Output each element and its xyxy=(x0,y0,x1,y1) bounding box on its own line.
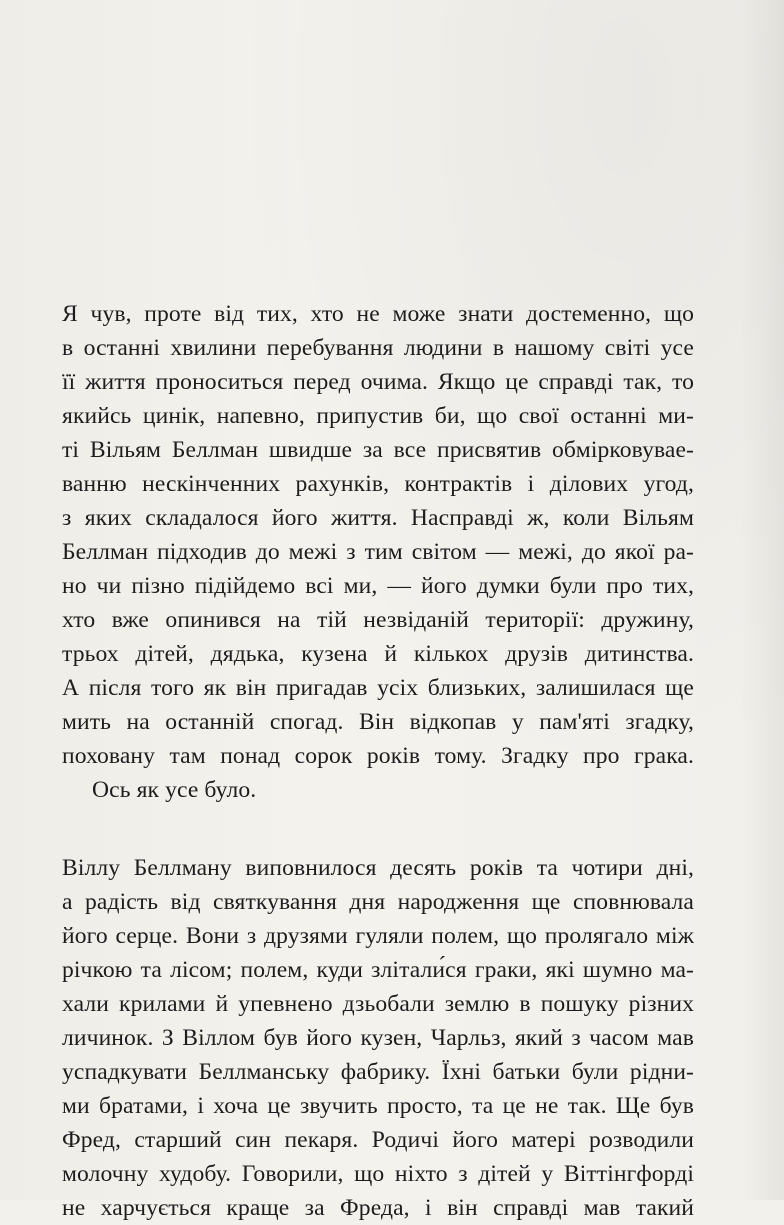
paragraph-line: Фред, старший син пекаря. Родичі його матері розводили xyxy=(62,1127,694,1153)
paragraph-line: Я чув, проте від тих, хто не може знати достеменно, що xyxy=(62,301,694,327)
paragraph-line: хто вже опинився на тій незвіданій території: дружину, xyxy=(62,607,694,633)
paragraph-line: його серце. Вони з друзями гуляли полем, що пролягало між xyxy=(62,923,694,949)
paragraph-line: мить на останній спогад. Він відкопав у пам'яті згадку, xyxy=(62,709,694,735)
paragraph-line: поховану там понад сорок років тому. Згадку про грака. xyxy=(62,743,694,769)
paragraph-line: ми братами, і хоча це звучить просто, та це не так. Ще був xyxy=(62,1093,694,1119)
page-edge-shadow xyxy=(740,0,784,1200)
paragraph-line: не харчується краще за Фреда, і він справді мав такий xyxy=(62,1195,694,1221)
paragraph-line: молочну худобу. Говорили, що ніхто з дітей у Віттінгфорді xyxy=(62,1161,694,1187)
paragraph-line: успадкувати Беллманську фабрику. Їхні батьки були рідни- xyxy=(62,1059,694,1085)
paragraph-line: Беллман підходив до межі з тим світом — межі, до якої ра- xyxy=(62,539,694,565)
paragraph-line: хали крилами й упевнено дзьобали землю в пошуку різних xyxy=(62,991,694,1017)
paragraph-line: Віллу Беллману виповнилося десять років та чотири дні, xyxy=(62,855,694,881)
paragraph-line: річкою та лісом; полем, куди злітали́ся граки, які шумно ма- xyxy=(62,957,694,983)
paragraph-line: її життя проноситься перед очима. Якщо це справді так, то xyxy=(62,369,694,395)
paragraph-line: якийсь цинік, напевно, припустив би, що свої останні ми- xyxy=(62,403,694,429)
paragraph-line: ванню нескінченних рахунків, контрактів і ділових угод, xyxy=(62,471,694,497)
paragraph-line: Ось як усе було. xyxy=(92,777,257,803)
paragraph-line: личинок. З Віллом був його кузен, Чарльз, який з часом мав xyxy=(62,1025,694,1051)
paragraph-line: но чи пізно підійдемо всі ми, — його думки були про тих, xyxy=(62,573,694,599)
paragraph-line: трьох дітей, дядька, кузена й кількох друзів дитинства. xyxy=(62,641,694,667)
paragraph-line: а радість від святкування дня народження ще сповнювала xyxy=(62,889,694,915)
paragraph-line: в останні хвилини перебування людини в нашому світі усе xyxy=(62,335,694,361)
paragraph-line: з яких складалося його життя. Насправді ж, коли Вільям xyxy=(62,505,694,531)
paragraph-line: ті Вільям Беллман швидше за все присвятив обмірковувае- xyxy=(62,437,694,463)
paragraph-line: А після того як він пригадав усіх близьких, залишилася ще xyxy=(62,675,694,701)
